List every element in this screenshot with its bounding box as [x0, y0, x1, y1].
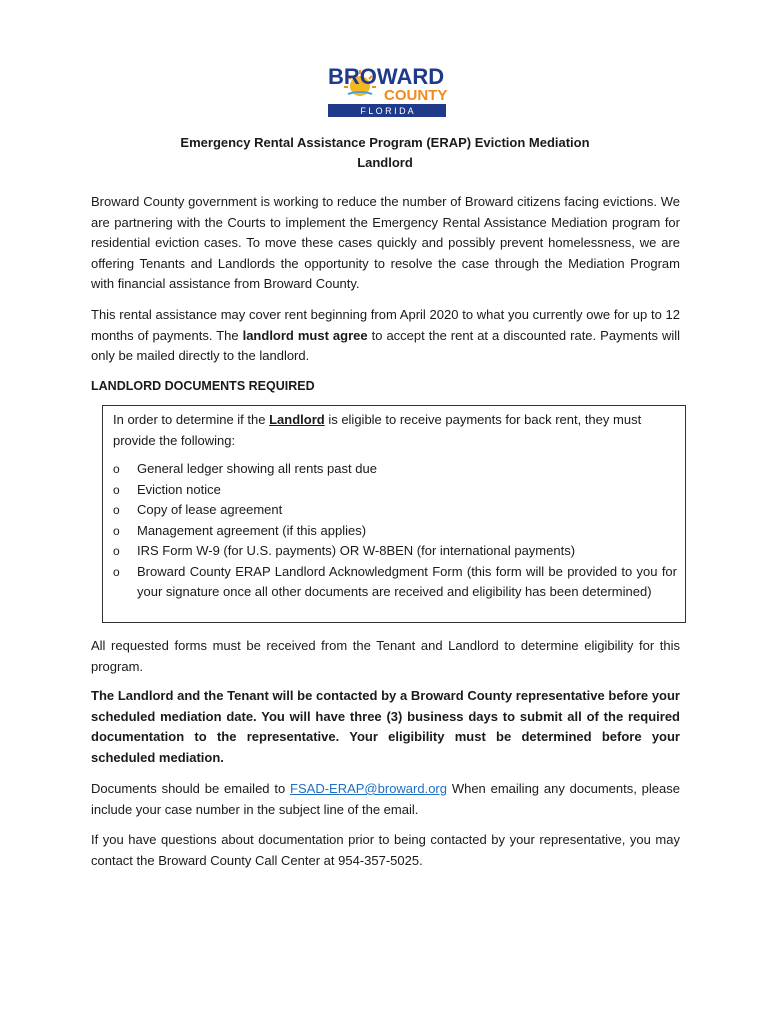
bullet-icon: o — [113, 503, 120, 517]
box-intro-start: In order to determine if the — [113, 412, 270, 427]
list-item — [113, 521, 677, 542]
list-item-text: Copy of lease agreement — [137, 502, 283, 517]
list-item — [113, 562, 677, 603]
assistance-paragraph — [91, 305, 680, 367]
email-link[interactable]: FSAD-ERAP@broward.org — [290, 781, 447, 796]
assistance-text-start: This rental assistance may cover rent beginning from April 2020 to what you currently owe for up to 12 months of payments. The — [91, 307, 680, 343]
bullet-icon: o — [113, 544, 120, 558]
required-documents-box — [102, 405, 686, 623]
list-item-text: General ledger showing all rents past due — [137, 461, 377, 476]
bullet-icon: o — [113, 482, 120, 497]
email-note — [91, 779, 680, 820]
list-item — [113, 459, 677, 480]
email-note-start: Documents should be emailed to — [91, 781, 291, 796]
bullet-icon: o — [113, 523, 120, 538]
documents-heading: LANDLORD DOCUMENTS REQUIRED — [91, 379, 315, 393]
assistance-text-end: to accept the rent at a discounted rate. Payments will only be mailed directly to the landlord. — [91, 327, 680, 363]
broward-county-logo — [326, 62, 448, 120]
logo-text-florida: F L O R I D A — [360, 106, 414, 116]
forms-note: All requested forms must be received from the Tenant and Landlord to determine eligibility for this program. — [91, 638, 680, 674]
document-title: Emergency Rental Assistance Program (ERAP) Eviction Mediation — [180, 135, 590, 150]
list-item-text: IRS Form W-9 (for U.S. payments) OR W-8BEN (for international payments) — [137, 543, 576, 558]
intro-paragraph: Broward County government is working to reduce the number of Broward citizens facing evictions. We are partnering with the Courts to implement the Emergency Rental Assistance Mediation program for residential eviction cases. To move these cases quickly and possibly prevent homelessness, we are offering Tenants and Landlords the opportunity to resolve the case through the Mediation Program with financial assistance from Broward County. — [91, 194, 680, 291]
box-intro-end: is eligible to receive payments for back rent, they must provide the following: — [113, 412, 642, 448]
email-note-end: When emailing any documents, please include your case number in the subject line of the email. — [91, 781, 680, 817]
contact-note: The Landlord and the Tenant will be contacted by a Broward County representative before your scheduled mediation date. You will have three (3) business days to submit all of the required documentation to the representative. Your eligibility must be determined before your scheduled mediation. — [91, 688, 680, 765]
landlord-must-agree: landlord must agree — [242, 327, 368, 343]
box-intro — [113, 409, 677, 451]
list-item — [113, 541, 677, 562]
list-item-text: Management agreement (if this applies) — [137, 522, 367, 538]
bullet-icon: o — [113, 564, 120, 579]
logo-text-broward: BROWARD — [328, 64, 445, 89]
list-item — [113, 500, 677, 521]
bullet-icon: o — [113, 462, 120, 476]
required-documents-list — [113, 459, 677, 603]
list-item-text: Eviction notice — [137, 481, 221, 497]
logo-text-county: COUNTY — [384, 87, 448, 104]
landlord-emphasis: Landlord — [269, 412, 325, 427]
list-item-text: Broward County ERAP Landlord Acknowledgment Form (this form will be provided to you for your signature once all other documents are received and eligibility has been determined) — [137, 563, 677, 599]
questions-note: If you have questions about documentation prior to being contacted by your representative, you may contact the Broward County Call Center at 954-357-5025. — [91, 832, 680, 868]
list-item — [113, 480, 677, 501]
document-subtitle: Landlord — [357, 155, 413, 170]
